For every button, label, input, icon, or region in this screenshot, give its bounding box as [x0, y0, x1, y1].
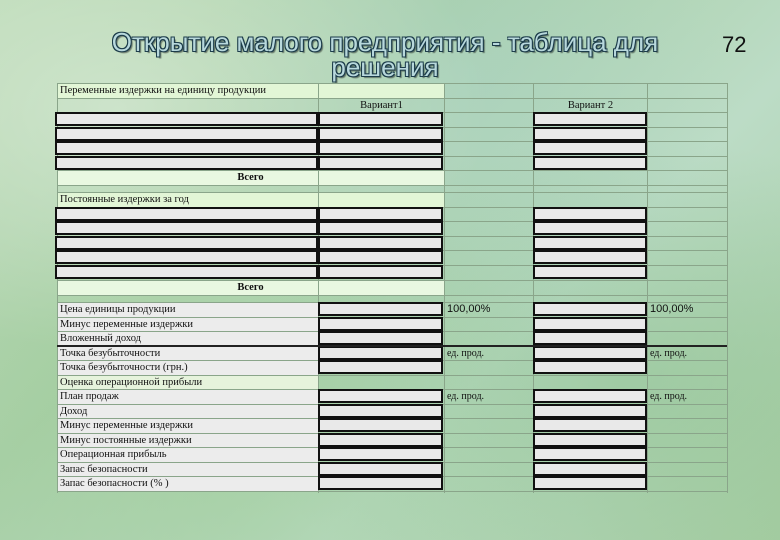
page-number: 72 — [722, 32, 747, 57]
value-v2-cell[interactable] — [533, 418, 647, 432]
fixed-cost-name-cell[interactable] — [55, 250, 318, 264]
row-breakeven-v2-unit: ед. прод. — [650, 348, 688, 359]
grid-line — [57, 491, 727, 492]
row-unit-price-v2: 100,00% — [650, 303, 694, 315]
variable-cost-v1-cell[interactable] — [318, 112, 443, 126]
fixed-cost-v1-cell[interactable] — [318, 221, 443, 235]
grid-line — [57, 280, 727, 281]
fixed-cost-v1-cell[interactable] — [318, 265, 443, 279]
row-safety-margin-label: Запас безопасности — [57, 462, 318, 477]
grid-line — [57, 83, 727, 84]
row-breakeven-v1-unit: ед. прод. — [447, 348, 485, 359]
variable-costs-heading: Переменные издержки на единицу продукции — [57, 83, 444, 98]
section-separator — [57, 345, 727, 347]
value-v2-cell[interactable] — [533, 360, 647, 374]
fixed-cost-v1-cell[interactable] — [318, 207, 443, 221]
value-v1-cell[interactable] — [318, 302, 443, 316]
row-minus-fixed-label: Минус постоянные издержки — [57, 433, 318, 448]
value-v2-cell[interactable] — [533, 346, 647, 360]
variable-cost-v2-cell[interactable] — [533, 141, 647, 155]
grid-line — [57, 170, 727, 171]
fixed-cost-v2-cell[interactable] — [533, 221, 647, 235]
variable-cost-v2-cell[interactable] — [533, 127, 647, 141]
value-v1-cell[interactable] — [318, 447, 443, 461]
value-v2-cell[interactable] — [533, 302, 647, 316]
value-v1-cell[interactable] — [318, 418, 443, 432]
row-breakeven-label: Точка безубыточности — [57, 346, 318, 361]
grid-line — [57, 185, 727, 186]
fixed-cost-v2-cell[interactable] — [533, 265, 647, 279]
value-v1-cell[interactable] — [318, 476, 443, 490]
variable-costs-total: Всего — [57, 170, 444, 185]
grid-line — [727, 83, 728, 493]
variable-cost-name-cell[interactable] — [55, 156, 318, 170]
fixed-costs-heading: Постоянные издержки за год — [57, 192, 444, 207]
value-v1-cell[interactable] — [318, 331, 443, 345]
variable-cost-name-cell[interactable] — [55, 127, 318, 141]
fixed-cost-v2-cell[interactable] — [533, 207, 647, 221]
value-v2-cell[interactable] — [533, 462, 647, 476]
variable-cost-name-cell[interactable] — [55, 141, 318, 155]
fixed-cost-name-cell[interactable] — [55, 265, 318, 279]
grid-line — [57, 295, 727, 296]
variable-cost-name-cell[interactable] — [55, 112, 318, 126]
value-v1-cell[interactable] — [318, 389, 443, 403]
variable-cost-v1-cell[interactable] — [318, 156, 443, 170]
value-v1-cell[interactable] — [318, 433, 443, 447]
row-unit-price-label: Цена единицы продукции — [57, 302, 318, 317]
slide-title: Открытие малого предприятия - таблица для решения — [111, 27, 659, 82]
fixed-cost-v2-cell[interactable] — [533, 236, 647, 250]
value-v1-cell[interactable] — [318, 404, 443, 418]
row-minus-variable-2-label: Минус переменные издержки — [57, 418, 318, 433]
value-v2-cell[interactable] — [533, 331, 647, 345]
fixed-cost-v1-cell[interactable] — [318, 236, 443, 250]
grid-line — [444, 83, 445, 493]
value-v1-cell[interactable] — [318, 317, 443, 331]
row-sales-plan-v2-unit: ед. прод. — [650, 391, 688, 402]
fixed-cost-v1-cell[interactable] — [318, 250, 443, 264]
row-revenue-label: Доход — [57, 404, 318, 419]
row-minus-variable-label: Минус переменные издержки — [57, 317, 318, 332]
value-v2-cell[interactable] — [533, 447, 647, 461]
value-v1-cell[interactable] — [318, 346, 443, 360]
row-breakeven-uah-label: Точка безубыточности (грн.) — [57, 360, 318, 375]
value-v1-cell[interactable] — [318, 360, 443, 374]
value-v2-cell[interactable] — [533, 404, 647, 418]
grid-line — [57, 375, 727, 376]
fixed-cost-name-cell[interactable] — [55, 221, 318, 235]
variable-cost-v1-cell[interactable] — [318, 141, 443, 155]
grid-line — [57, 192, 727, 193]
value-v2-cell[interactable] — [533, 317, 647, 331]
fixed-cost-v2-cell[interactable] — [533, 250, 647, 264]
value-v2-cell[interactable] — [533, 476, 647, 490]
row-sales-plan-label: План продаж — [57, 389, 318, 404]
variable-cost-v2-cell[interactable] — [533, 156, 647, 170]
fixed-cost-name-cell[interactable] — [55, 207, 318, 221]
column-variant-2: Вариант 2 — [567, 100, 614, 111]
row-contribution-label: Вложенный доход — [57, 331, 318, 346]
row-safety-margin-pct-label: Запас безопасности (% ) — [57, 476, 318, 491]
fixed-costs-total: Всего — [57, 280, 444, 295]
value-v2-cell[interactable] — [533, 389, 647, 403]
row-operating-profit-label: Операционная прибыль — [57, 447, 318, 462]
value-v2-cell[interactable] — [533, 433, 647, 447]
column-variant-1: Вариант1 — [360, 100, 403, 111]
fixed-cost-name-cell[interactable] — [55, 236, 318, 250]
grid-line — [647, 83, 648, 493]
variable-cost-v1-cell[interactable] — [318, 127, 443, 141]
profit-heading: Оценка операционной прибыли — [57, 375, 318, 390]
value-v1-cell[interactable] — [318, 462, 443, 476]
row-sales-plan-v1-unit: ед. прод. — [447, 391, 485, 402]
variable-cost-v2-cell[interactable] — [533, 112, 647, 126]
row-unit-price-v1: 100,00% — [447, 303, 491, 315]
grid-line — [57, 98, 727, 99]
